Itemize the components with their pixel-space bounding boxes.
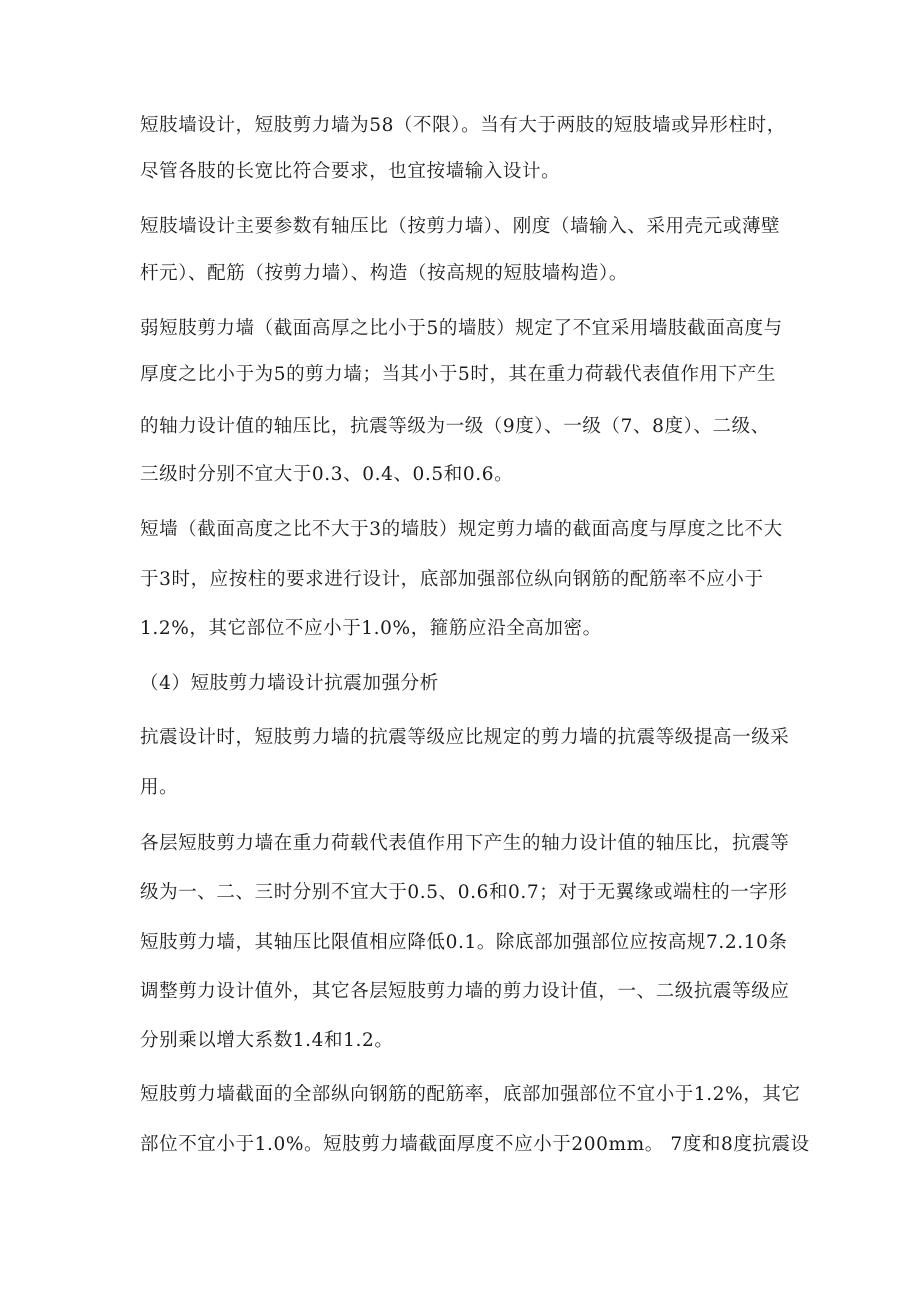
section-heading: （4）短肢剪力墙设计抗震加强分析 (140, 673, 439, 694)
text-line: 抗震设计时，短肢剪力墙的抗震等级应比规定的剪力墙的抗震等级提高一级采 (140, 727, 790, 748)
text-line: 短墙（截面高度之比不大于3的墙肢）规定剪力墙的截面高度与厚度之比不大 (140, 519, 783, 540)
text-line: 于3时，应按柱的要求进行设计，底部加强部位纵向钢筋的配筋率不应小于 (140, 569, 764, 590)
text-line: 1.2%，其它部位不应小于1.0%，箍筋应沿全高加密。 (140, 618, 602, 639)
text-line: 各层短肢剪力墙在重力荷载代表值作用下产生的轴力设计值的轴压比，抗震等 (140, 833, 790, 854)
text-line: 弱短肢剪力墙（截面高厚之比小于5的墙肢）规定了不宜采用墙肢截面高度与 (140, 318, 783, 339)
text-line: 分别乘以增大系数1.4和1.2。 (140, 1030, 394, 1051)
text-line: 三级时分别不宜大于0.3、0.4、0.5和0.6。 (140, 464, 514, 485)
text-line: 用。 (140, 777, 179, 798)
text-line: 短肢剪力墙，其轴压比限值相应降低0.1。除底部加强部位应按高规7.2.10条 (140, 932, 788, 953)
text-line: 短肢剪力墙截面的全部纵向钢筋的配筋率，底部加强部位不宜小于1.2%，其它 (140, 1084, 801, 1105)
text-line: 的轴力设计值的轴压比，抗震等级为一级（9度）、一级（7、8度）、二级、 (140, 416, 770, 437)
text-line: 级为一、二、三时分别不宜大于0.5、0.6和0.7；对于无翼缘或端柱的一字形 (140, 882, 788, 903)
text-line: 部位不宜小于1.0%。短肢剪力墙截面厚度不应小于200mm。 7度和8度抗震设 (140, 1134, 810, 1155)
text-line: 杆元）、配筋（按剪力墙）、构造（按高规的短肢墙构造）。 (140, 263, 628, 284)
text-line: 尽管各肢的长宽比符合要求，也宜按墙输入设计。 (140, 161, 561, 182)
text-line: 厚度之比小于为5的剪力墙；当其小于5时，其在重力荷载代表值作用下产生 (140, 364, 776, 385)
text-line: 短肢墙设计，短肢剪力墙为58（不限）。当有大于两肢的短肢墙或异形柱时， (140, 115, 786, 136)
text-line: 调整剪力设计值外，其它各层短肢剪力墙的剪力设计值，一、二级抗震等级应 (140, 981, 790, 1002)
text-line: 短肢墙设计主要参数有轴压比（按剪力墙）、刚度（墙输入、采用壳元或薄壁 (140, 216, 781, 237)
